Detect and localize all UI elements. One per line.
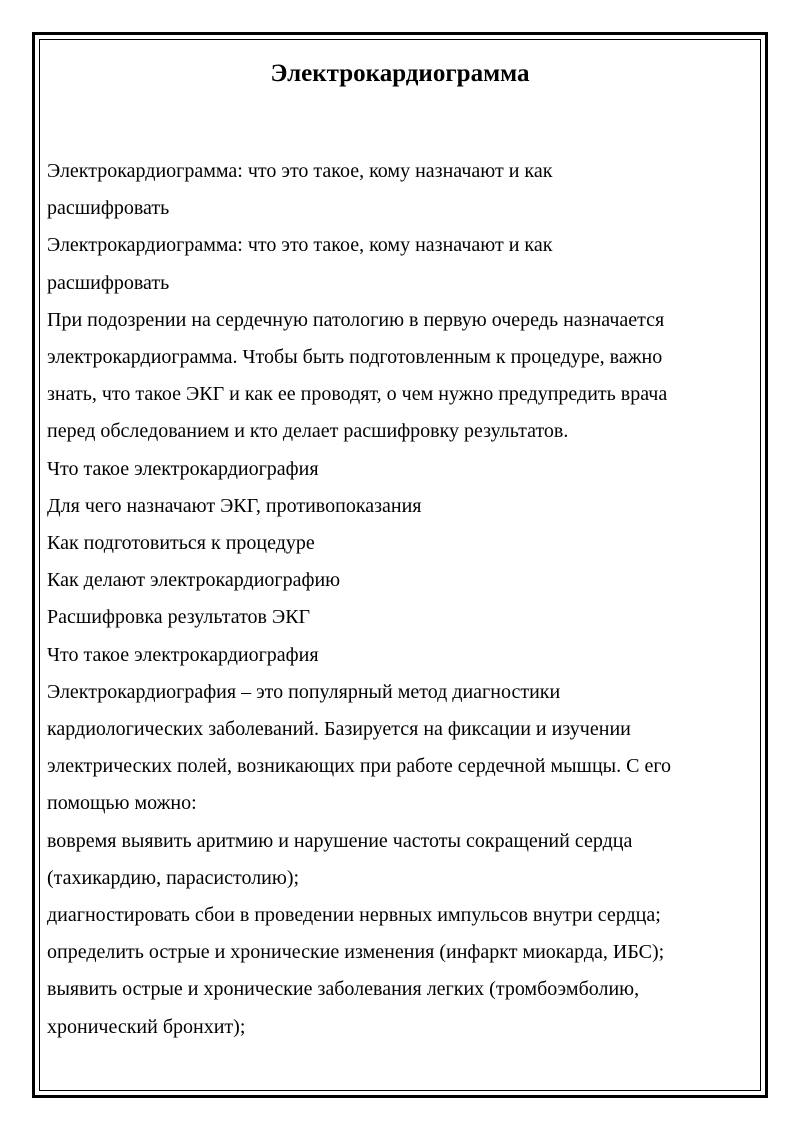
text-line: Электрокардиография – это популярный метод диагностики bbox=[47, 680, 561, 703]
text-line: При подозрении на сердечную патологию в первую очередь назначается bbox=[47, 308, 665, 331]
paragraph bbox=[47, 934, 737, 971]
text-line: (тахикардию, парасистолию); bbox=[47, 866, 300, 889]
text-line: хронический бронхит); bbox=[47, 1015, 246, 1038]
paragraph bbox=[47, 227, 737, 301]
text-line: помощью можно: bbox=[47, 792, 197, 815]
paragraph bbox=[47, 823, 737, 897]
text-line: диагностировать сбои в проведении нервных импульсов внутри сердца; bbox=[47, 904, 661, 927]
text-line: Расшифровка результатов ЭКГ bbox=[47, 606, 311, 629]
paragraph bbox=[47, 525, 737, 562]
paragraph bbox=[47, 897, 737, 934]
text-line: знать, что такое ЭКГ и как ее проводят, о чем нужно предупредить врача bbox=[47, 383, 668, 406]
text-line: Электрокардиограмма: что это такое, кому назначают и как bbox=[47, 160, 553, 182]
text-line: электрокардиограмма. Чтобы быть подготовленным к процедуре, важно bbox=[47, 346, 663, 369]
text-line: Для чего назначают ЭКГ, противопоказания bbox=[47, 494, 422, 517]
paragraph bbox=[47, 153, 737, 227]
paragraph bbox=[47, 637, 737, 674]
text-line: Что такое электрокардиография bbox=[47, 457, 319, 480]
text-line: Что такое электрокардиография bbox=[47, 643, 319, 666]
text-line: определить острые и хронические изменения (инфаркт миокарда, ИБС); bbox=[47, 941, 665, 964]
text-line: Как подготовиться к процедуре bbox=[47, 532, 315, 555]
text-line: расшифровать bbox=[47, 271, 170, 294]
text-line: перед обследованием и кто делает расшифровку результатов. bbox=[47, 420, 569, 443]
paragraph bbox=[47, 488, 737, 525]
paragraph bbox=[47, 562, 737, 599]
text-line: кардиологических заболеваний. Базируется на фиксации и изучении bbox=[47, 718, 631, 741]
text-line: расшифровать bbox=[47, 197, 170, 220]
document-title: Электрокардиограмма bbox=[270, 60, 530, 87]
text-line: вовремя выявить аритмию и нарушение частоты сокращений сердца bbox=[47, 829, 633, 852]
paragraph bbox=[47, 599, 737, 636]
text-line: выявить острые и хронические заболевания легких (тромбоэмболию, bbox=[47, 978, 640, 1001]
text-line: электрических полей, возникающих при работе сердечной мышцы. С его bbox=[47, 755, 672, 778]
text-line: Как делают электрокардиографию bbox=[47, 569, 341, 592]
paragraph bbox=[47, 451, 737, 488]
paragraph bbox=[47, 674, 737, 823]
paragraph bbox=[47, 971, 737, 1045]
text-line: Электрокардиограмма: что это такое, кому назначают и как bbox=[47, 234, 553, 257]
paragraph bbox=[47, 302, 737, 451]
document-body bbox=[47, 153, 737, 1046]
